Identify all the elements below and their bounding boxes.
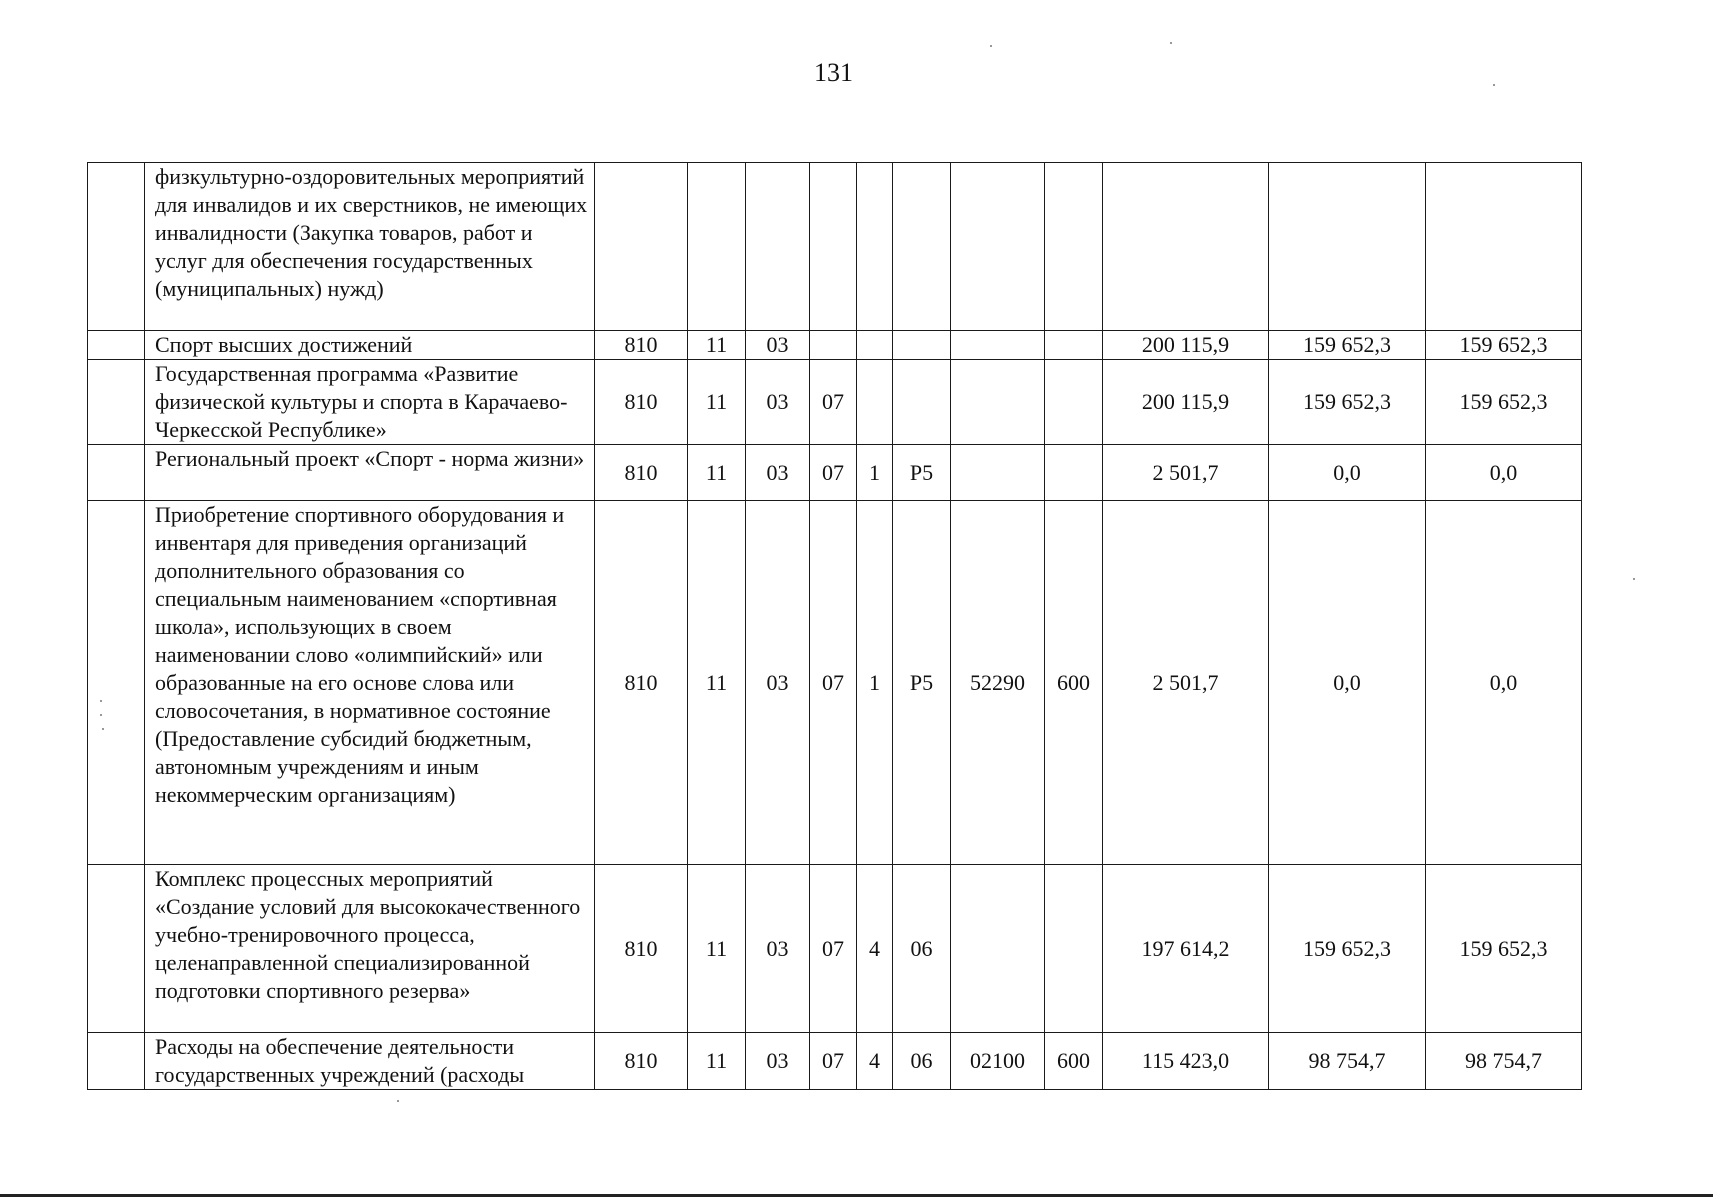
expense-type-cell bbox=[1045, 865, 1103, 1033]
section-code-cell: 11 bbox=[688, 360, 746, 445]
amount-year3-cell: 0,0 bbox=[1426, 501, 1582, 865]
table-row bbox=[88, 1033, 1582, 1090]
amount-year3-cell: 159 652,3 bbox=[1426, 865, 1582, 1033]
subprogram-code-cell: 4 bbox=[857, 1033, 893, 1090]
ministry-code-cell: 810 bbox=[595, 865, 688, 1033]
row-number-cell bbox=[88, 501, 145, 865]
program-code-cell: 07 bbox=[810, 1033, 857, 1090]
row-number-cell bbox=[88, 360, 145, 445]
scan-edge-rule bbox=[0, 1194, 1713, 1197]
ministry-code-cell: 810 bbox=[595, 360, 688, 445]
subprogram-code-cell: 1 bbox=[857, 445, 893, 501]
section-code-cell: 11 bbox=[688, 1033, 746, 1090]
direction-code-cell bbox=[951, 865, 1045, 1033]
subsection-code-cell: 03 bbox=[746, 501, 810, 865]
amount-year2-cell: 159 652,3 bbox=[1269, 865, 1426, 1033]
expense-type-cell bbox=[1045, 331, 1103, 360]
amount-year3-cell: 98 754,7 bbox=[1426, 1033, 1582, 1090]
section-code-cell: 11 bbox=[688, 331, 746, 360]
table-row bbox=[88, 163, 1582, 331]
ministry-code-cell: 810 bbox=[595, 1033, 688, 1090]
direction-code-cell bbox=[951, 163, 1045, 331]
amount-year3-cell bbox=[1426, 163, 1582, 331]
subprogram-code-cell: 4 bbox=[857, 865, 893, 1033]
section-code-cell bbox=[688, 163, 746, 331]
amount-year1-cell: 2 501,7 bbox=[1103, 501, 1269, 865]
row-number-cell bbox=[88, 865, 145, 1033]
subprogram-code-cell bbox=[857, 331, 893, 360]
page-number: 131 bbox=[814, 58, 853, 87]
amount-year1-cell bbox=[1103, 163, 1269, 331]
expense-type-cell bbox=[1045, 360, 1103, 445]
subprogram-code-cell: 1 bbox=[857, 501, 893, 865]
row-number-cell bbox=[88, 445, 145, 501]
item-name-cell: Государственная программа «Развитие физической культуры и спорта в Карачаево-Черкесской Республике» bbox=[145, 360, 595, 445]
amount-year2-cell: 159 652,3 bbox=[1269, 331, 1426, 360]
expense-type-cell bbox=[1045, 445, 1103, 501]
amount-year1-cell: 200 115,9 bbox=[1103, 331, 1269, 360]
amount-year1-cell: 197 614,2 bbox=[1103, 865, 1269, 1033]
amount-year2-cell: 0,0 bbox=[1269, 445, 1426, 501]
amount-year1-cell: 115 423,0 bbox=[1103, 1033, 1269, 1090]
expense-type-cell bbox=[1045, 163, 1103, 331]
scan-speck bbox=[102, 728, 104, 730]
subsection-code-cell bbox=[746, 163, 810, 331]
program-code-cell bbox=[810, 163, 857, 331]
project-code-cell bbox=[893, 331, 951, 360]
ministry-code-cell: 810 bbox=[595, 501, 688, 865]
program-code-cell: 07 bbox=[810, 360, 857, 445]
amount-year2-cell: 98 754,7 bbox=[1269, 1033, 1426, 1090]
subsection-code-cell: 03 bbox=[746, 865, 810, 1033]
section-code-cell: 11 bbox=[688, 445, 746, 501]
program-code-cell: 07 bbox=[810, 501, 857, 865]
item-name-cell: Расходы на обеспечение деятельности государственных учреждений (расходы bbox=[145, 1033, 595, 1090]
amount-year3-cell: 159 652,3 bbox=[1426, 331, 1582, 360]
scan-speck bbox=[100, 700, 102, 702]
amount-year1-cell: 200 115,9 bbox=[1103, 360, 1269, 445]
program-code-cell: 07 bbox=[810, 865, 857, 1033]
ministry-code-cell: 810 bbox=[595, 445, 688, 501]
item-name-cell: Приобретение спортивного оборудования и инвентаря для приведения организаций дополнительного образования со специальным наименованием «спортивная школа», использующих в своем наименовании слово «олимпийский» или образованные на его основе слова или словосочетания, в нормативное состояние (Предоставление субсидий бюджетным, автономным учреждениям и иным некоммерческим организациям) bbox=[145, 501, 595, 865]
table-row bbox=[88, 501, 1582, 865]
item-name-cell: Спорт высших достижений bbox=[145, 331, 595, 360]
amount-year3-cell: 159 652,3 bbox=[1426, 360, 1582, 445]
table-row bbox=[88, 331, 1582, 360]
table-row bbox=[88, 360, 1582, 445]
row-number-cell bbox=[88, 331, 145, 360]
project-code-cell: 06 bbox=[893, 1033, 951, 1090]
program-code-cell bbox=[810, 331, 857, 360]
project-code-cell: P5 bbox=[893, 445, 951, 501]
amount-year2-cell: 159 652,3 bbox=[1269, 360, 1426, 445]
scan-speck bbox=[397, 1100, 399, 1102]
scan-speck bbox=[1633, 578, 1635, 580]
subprogram-code-cell bbox=[857, 360, 893, 445]
scan-speck bbox=[100, 714, 102, 716]
direction-code-cell: 02100 bbox=[951, 1033, 1045, 1090]
ministry-code-cell bbox=[595, 163, 688, 331]
scan-speck bbox=[990, 45, 992, 47]
amount-year1-cell: 2 501,7 bbox=[1103, 445, 1269, 501]
table-row bbox=[88, 445, 1582, 501]
item-name-cell: Комплекс процессных мероприятий «Создание условий для высококачественного учебно-тренировочного процесса, целенаправленной специализированной подготовки спортивного резерва» bbox=[145, 865, 595, 1033]
row-number-cell bbox=[88, 163, 145, 331]
scan-speck bbox=[1493, 84, 1495, 86]
ministry-code-cell: 810 bbox=[595, 331, 688, 360]
project-code-cell bbox=[893, 163, 951, 331]
project-code-cell bbox=[893, 360, 951, 445]
expense-type-cell: 600 bbox=[1045, 1033, 1103, 1090]
section-code-cell: 11 bbox=[688, 865, 746, 1033]
subsection-code-cell: 03 bbox=[746, 445, 810, 501]
amount-year3-cell: 0,0 bbox=[1426, 445, 1582, 501]
project-code-cell: P5 bbox=[893, 501, 951, 865]
direction-code-cell bbox=[951, 360, 1045, 445]
direction-code-cell: 52290 bbox=[951, 501, 1045, 865]
program-code-cell: 07 bbox=[810, 445, 857, 501]
item-name-cell: физкультурно-оздоровительных мероприятий для инвалидов и их сверстников, не имеющих инвалидности (Закупка товаров, работ и услуг для обеспечения государственных (муниципальных) нужд) bbox=[145, 163, 595, 331]
subsection-code-cell: 03 bbox=[746, 1033, 810, 1090]
subsection-code-cell: 03 bbox=[746, 331, 810, 360]
section-code-cell: 11 bbox=[688, 501, 746, 865]
expense-type-cell: 600 bbox=[1045, 501, 1103, 865]
subsection-code-cell: 03 bbox=[746, 360, 810, 445]
amount-year2-cell bbox=[1269, 163, 1426, 331]
project-code-cell: 06 bbox=[893, 865, 951, 1033]
direction-code-cell bbox=[951, 445, 1045, 501]
direction-code-cell bbox=[951, 331, 1045, 360]
scan-speck bbox=[1170, 42, 1172, 44]
table-row bbox=[88, 865, 1582, 1033]
budget-table bbox=[87, 162, 1582, 1090]
item-name-cell: Региональный проект «Спорт - норма жизни» bbox=[145, 445, 595, 501]
subprogram-code-cell bbox=[857, 163, 893, 331]
amount-year2-cell: 0,0 bbox=[1269, 501, 1426, 865]
row-number-cell bbox=[88, 1033, 145, 1090]
